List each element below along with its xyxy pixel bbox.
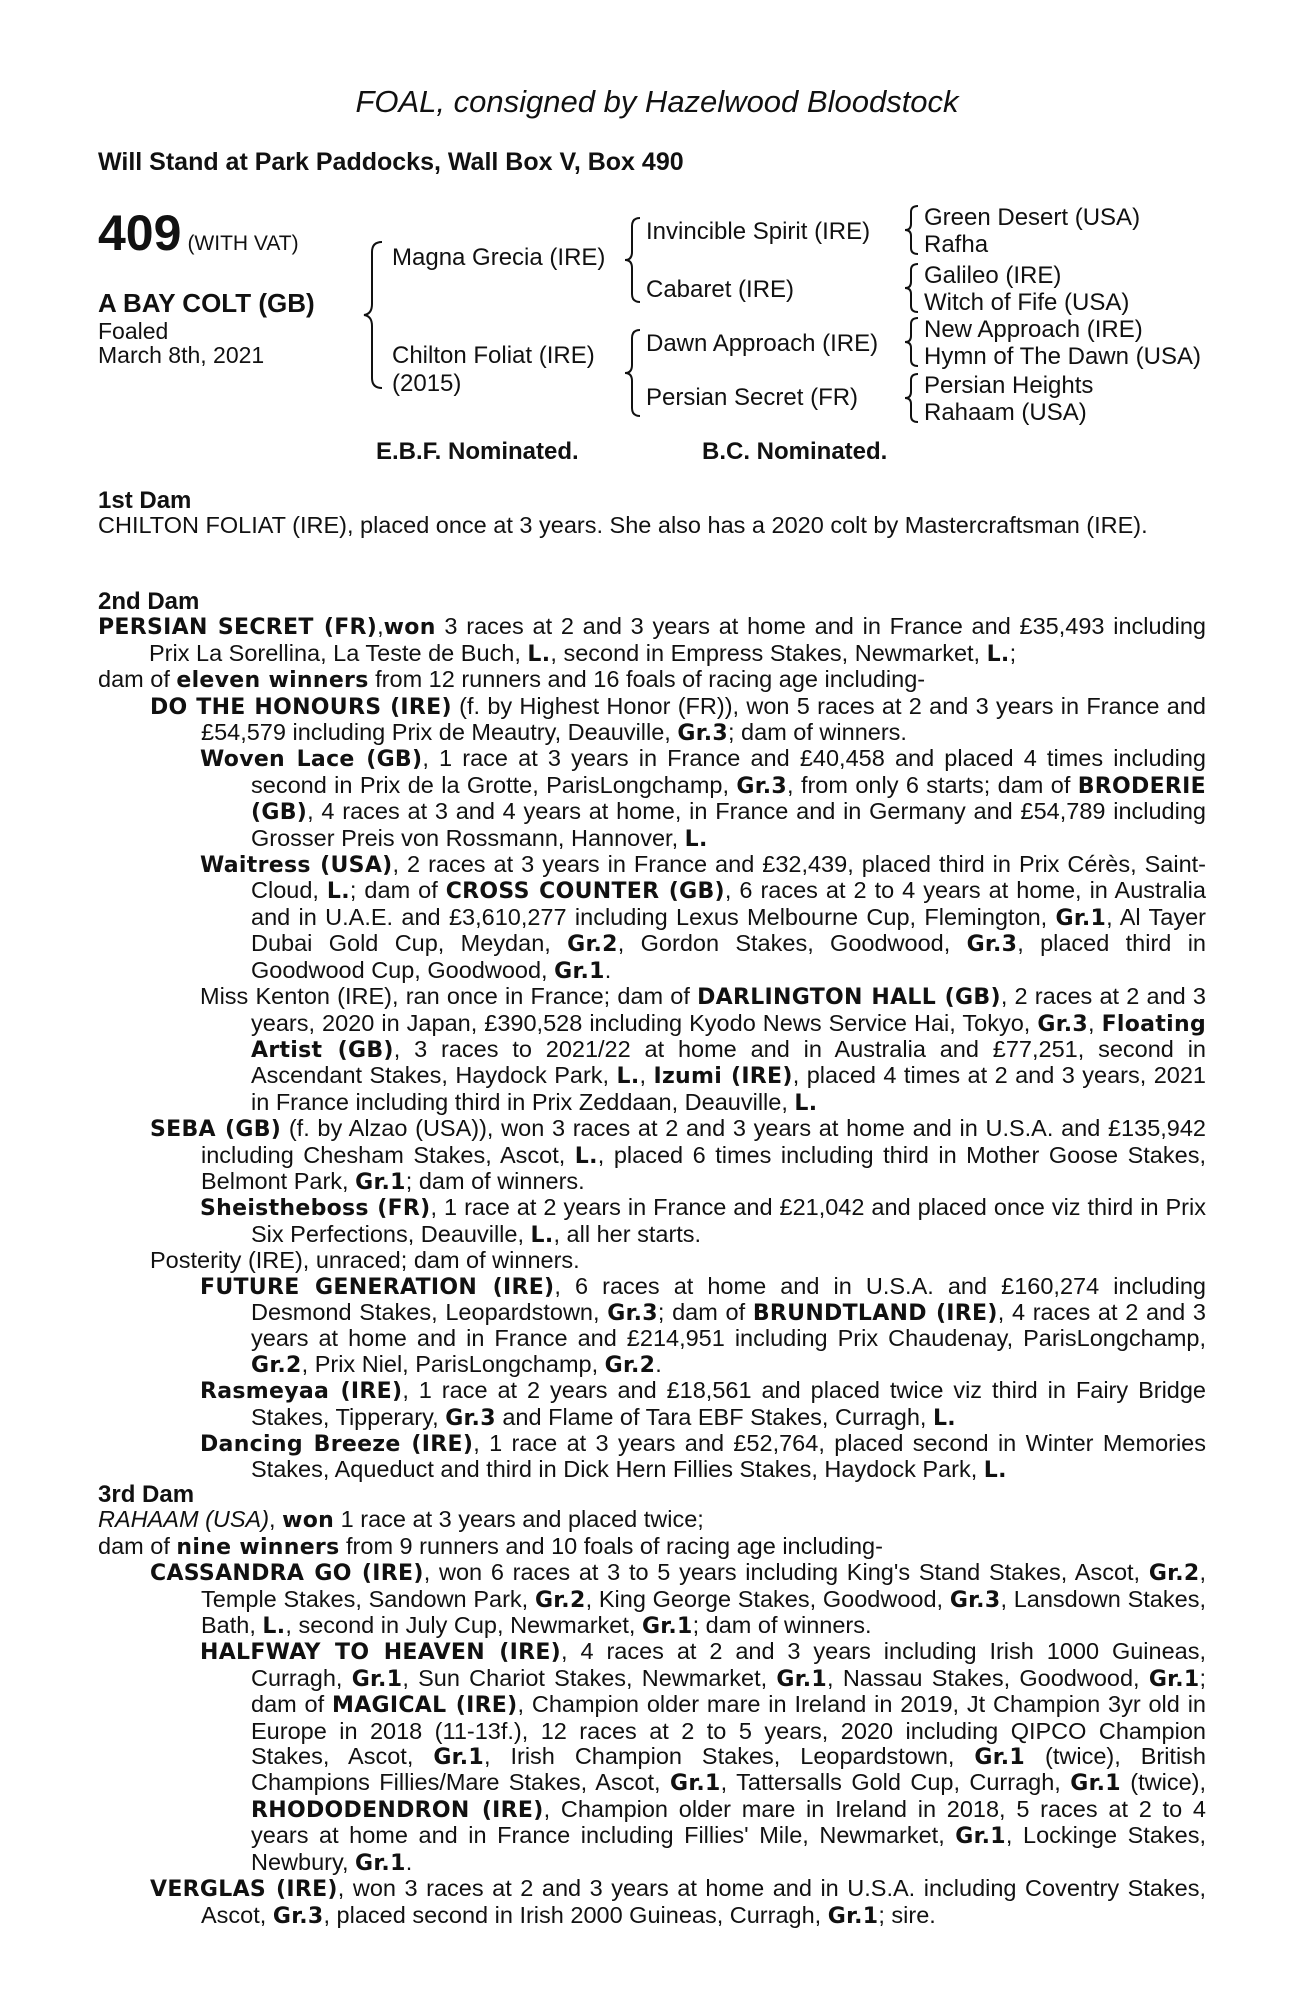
pedigree-brace-main <box>360 240 390 390</box>
text-run: , 1 race at 2 years and £18,561 and placed twice viz third in Fairy Bridge Stakes, Tipperary, <box>251 1377 1206 1430</box>
bold-run: Floating Artist (GB) <box>251 1011 1206 1063</box>
bold-run: won <box>383 615 436 641</box>
pedigree-ds-sire: New Approach (IRE) <box>924 316 1143 343</box>
bold-run: L. <box>530 1222 554 1248</box>
text-run: (twice), <box>1120 1769 1206 1796</box>
text-run: , Lansdown Stakes, Bath, <box>201 1585 1206 1639</box>
pedigree-paragraph <box>98 1431 1206 1484</box>
pedigree-paragraph <box>98 1274 1206 1379</box>
text-run: , Irish Champion Stakes, Leopardstown, <box>483 1743 975 1770</box>
bold-run: Gr.1 <box>776 1666 828 1692</box>
bold-run: Gr.1 <box>827 1903 879 1929</box>
bold-run: Gr.3 <box>445 1405 496 1431</box>
text-run: , 2 races at 3 years in France and £32,439, placed third in Prix Cérès, Saint-Cloud, <box>251 851 1206 904</box>
text-run: ; dam of <box>657 1298 753 1325</box>
bold-run: Gr.2 <box>251 1352 302 1378</box>
bold-run: Waitress (USA) <box>200 853 393 879</box>
ebf-nomination: E.B.F. Nominated. <box>376 438 579 465</box>
text-run: dam of <box>98 666 177 693</box>
bold-run: CROSS COUNTER (GB) <box>445 879 725 905</box>
text-run: ; dam of winners. <box>692 1612 872 1639</box>
bold-run: Gr.3 <box>966 932 1018 958</box>
text-run: , <box>377 613 384 640</box>
bold-run: Gr.2 <box>534 1587 586 1613</box>
text-run: , 1 race at 3 years and £52,764, placed second in Winter Memories Stakes, Aqueduct and third in Dick Hern Fillies Stakes, Haydock Park, <box>251 1430 1207 1483</box>
text-run: , won 3 races at 2 and 3 years at home and in U.S.A. including Coventry Stakes, Ascot, <box>201 1875 1206 1928</box>
text-run: , 4 races at 2 and 3 years at home and in France and £214,951 including Prix Chaudenay, ParisLongchamp, <box>251 1298 1206 1352</box>
third-dam-title: 3rd Dam <box>98 1481 195 1508</box>
second-dam-paragraphs <box>98 614 1206 1483</box>
text-run: , 1 race at 2 years in France and £21,042 and placed once viz third in Prix Six Perfections, Deauville, <box>251 1194 1206 1247</box>
bold-run: L. <box>932 1405 956 1431</box>
text-run: . <box>604 956 612 983</box>
third-dam-paragraphs <box>98 1507 1206 1929</box>
text-run: ; dam of winners. <box>405 1167 585 1194</box>
text-run: . <box>405 1848 413 1875</box>
bold-run: FUTURE GENERATION (IRE) <box>200 1274 555 1300</box>
bold-run: MAGICAL (IRE) <box>332 1693 518 1719</box>
first-dam-text: CHILTON FOLIAT (IRE), placed once at 3 years. She also has a 2020 colt by Mastercraftsman (IRE). <box>98 512 1148 539</box>
bold-run: DO THE HONOURS (IRE) <box>150 694 452 720</box>
text-run: , Prix Niel, ParisLongchamp, <box>301 1350 605 1377</box>
pedigree-paragraph <box>98 667 1206 693</box>
bold-run: L. <box>684 826 708 852</box>
text-run: dam of <box>98 1532 177 1559</box>
bold-run: Gr.1 <box>669 1771 721 1797</box>
text-run: , <box>639 1062 654 1089</box>
text-run: , Lockinge Stakes, Newbury, <box>251 1822 1206 1875</box>
bold-run: L. <box>527 641 551 667</box>
text-run: , placed third in Goodwood Cup, Goodwood, <box>251 930 1206 983</box>
bc-nomination: B.C. Nominated. <box>702 438 888 465</box>
bold-run: Gr.1 <box>955 1824 1006 1850</box>
text-run: , <box>1088 1009 1102 1036</box>
text-run: ; dam of winners. <box>728 719 907 746</box>
text-run: (f. by Highest Honor (FR)), won 5 races at 2 and 3 years in France and £54,579 including Prix de Meautry, Deauville, <box>201 692 1206 746</box>
lot-number: 409 <box>98 205 182 261</box>
brace-gen3-b <box>902 262 922 314</box>
bold-run: Dancing Breeze (IRE) <box>200 1432 474 1457</box>
pedigree-dam-sire: Dawn Approach (IRE) <box>646 330 879 357</box>
bold-run: Gr.3 <box>607 1300 658 1326</box>
pedigree-ss-dam: Rafha <box>924 231 989 258</box>
pedigree-dam-year: (2015) <box>392 370 462 397</box>
text-run: and Flame of Tara EBF Stakes, Curragh, <box>495 1403 933 1430</box>
text-run: , <box>269 1506 283 1533</box>
text-run: ; dam of <box>349 877 446 904</box>
pedigree-paragraph <box>98 852 1206 984</box>
pedigree-dam: Chilton Foliat (IRE) <box>392 342 595 369</box>
text-run: , Al Tayer Dubai Gold Cup, Meydan, <box>251 903 1206 957</box>
bold-run: Gr.3 <box>677 721 728 747</box>
pedigree-paragraph <box>98 1507 1206 1533</box>
text-run: 1 race at 3 years and placed twice; <box>334 1506 704 1533</box>
pedigree-paragraph <box>98 984 1206 1116</box>
bold-run: VERGLAS (IRE) <box>150 1877 338 1903</box>
pedigree-paragraph <box>98 1248 1206 1273</box>
third-dam-section <box>98 1482 1206 1929</box>
bold-run: nine winners <box>176 1534 340 1560</box>
text-run: , Sun Chariot Stakes, Newmarket, <box>402 1664 777 1691</box>
pedigree-paragraph <box>98 746 1206 852</box>
text-run: , won 6 races at 3 to 5 years including King's Stand Stakes, Ascot, <box>423 1559 1149 1586</box>
text-run: , second in July Cup, Newmarket, <box>285 1612 642 1639</box>
text-run: , 6 races at 2 to 4 years at home, in Australia and in U.A.E. and £3,610,277 including Lexus Melbourne Cup, Flemington, <box>251 877 1206 930</box>
pedigree-brace-dam <box>622 328 644 418</box>
bold-run: Gr.1 <box>351 1666 403 1692</box>
text-run: , 2 races at 2 and 3 years, 2020 in Japan, £390,528 including Kyodo News Service Hai, Tokyo, <box>251 983 1207 1036</box>
text-run: , Champion older mare in Ireland in 2019, Jt Champion 3yr old in Europe in 2018 (11-13f.), 12 races at 2 to 5 years, 2020 including QIPCO Champion Stakes, Ascot, <box>251 1691 1206 1770</box>
bold-run: Gr.1 <box>641 1614 693 1640</box>
brace-gen3-a <box>902 204 922 256</box>
pedigree-sire-sire: Invincible Spirit (IRE) <box>646 218 871 245</box>
text-run: , Gordon Stakes, Goodwood, <box>617 930 967 957</box>
bold-run: Gr.3 <box>949 1587 1001 1613</box>
bold-run: eleven winners <box>176 668 369 694</box>
bold-run: RHODODENDRON (IRE) <box>251 1797 544 1823</box>
bold-run: L. <box>574 1143 598 1169</box>
bold-run: Gr.1 <box>355 1850 406 1876</box>
text-run: , from only 6 starts; dam of <box>787 771 1078 798</box>
bold-run: Gr.2 <box>1148 1561 1200 1587</box>
brace-gen3-d <box>902 372 922 424</box>
bold-run: Gr.1 <box>1055 905 1107 931</box>
bold-run: L. <box>326 879 350 905</box>
bold-run: Gr.1 <box>1070 1771 1121 1797</box>
text-run: , 1 race at 3 years in France and £40,458 and placed 4 times including second in Prix de la Grotte, ParisLongchamp, <box>251 745 1206 798</box>
vat-note: (WITH VAT) <box>187 232 299 255</box>
bold-run: Gr.3 <box>272 1903 324 1929</box>
pedigree-paragraph <box>98 1639 1206 1876</box>
text-run: , all her starts. <box>553 1220 702 1247</box>
text-run: , Tattersalls Gold Cup, Curragh, <box>720 1769 1071 1796</box>
pedigree-sire-dam: Cabaret (IRE) <box>646 276 795 303</box>
bold-run: L. <box>616 1064 640 1090</box>
pedigree-sd-sire: Galileo (IRE) <box>924 262 1062 289</box>
text-run: ; dam of <box>251 1664 1206 1718</box>
pedigree-ds-dam: Hymn of The Dawn (USA) <box>924 343 1201 370</box>
bold-run: L. <box>262 1614 286 1640</box>
consignor-title: FOAL, consigned by Hazelwood Bloodstock <box>355 84 959 119</box>
text-run: 3 races at 2 and 3 years at home and in France and £35,493 including Prix La Sorellina, La Teste de Buch, <box>149 613 1206 666</box>
pedigree-paragraph <box>98 1534 1206 1560</box>
text-run: (twice), British Champions Fillies/Mare Stakes, Ascot, <box>251 1743 1207 1796</box>
text-run: ; sire. <box>878 1901 936 1928</box>
pedigree-sd-dam: Witch of Fife (USA) <box>924 289 1130 316</box>
bold-run: PERSIAN SECRET (FR) <box>98 615 378 641</box>
first-dam-section <box>98 488 1206 539</box>
bold-run: Gr.2 <box>567 932 618 958</box>
second-dam-section <box>98 589 1206 1484</box>
lot-description: A BAY COLT (GB) <box>98 288 315 318</box>
pedigree-paragraph <box>98 1876 1206 1929</box>
bold-run: Rasmeyaa (IRE) <box>200 1379 403 1405</box>
first-dam-title: 1st Dam <box>98 487 192 514</box>
pedigree-paragraph <box>98 1378 1206 1431</box>
text-run: , 3 races to 2021/22 at home and in Australia and £77,251, second in Ascendant Stakes, Haydock Park, <box>251 1035 1206 1089</box>
bold-run: SEBA (GB) <box>150 1117 282 1143</box>
text-run: . <box>655 1350 662 1377</box>
pedigree-dam-dam: Persian Secret (FR) <box>646 384 859 411</box>
text-run: , 4 races at 3 and 4 years at home, in France and in Germany and £54,789 including Grosser Preis von Rossmann, Hannover, <box>251 798 1206 851</box>
bold-run: L. <box>983 1458 1007 1484</box>
text-run: from 12 runners and 16 foals of racing age including- <box>368 666 926 693</box>
text-run: , placed 4 times at 2 and 3 years, 2021 in France including third in Prix Zeddaan, Deauville, <box>251 1062 1206 1115</box>
text-run: , King George Stakes, Goodwood, <box>585 1585 950 1612</box>
text-run: Posterity (IRE), unraced; dam of winners. <box>150 1247 580 1274</box>
bold-run: HALFWAY TO HEAVEN (IRE) <box>200 1640 562 1666</box>
bold-run: BRODERIE (GB) <box>251 773 1206 826</box>
pedigree-brace-sire <box>622 216 644 304</box>
text-run: , Temple Stakes, Sandown Park, <box>201 1559 1206 1612</box>
bold-run: L. <box>794 1090 818 1116</box>
bold-run: Gr.1 <box>554 958 605 984</box>
bold-run: DARLINGTON HALL (GB) <box>697 985 1001 1011</box>
bold-run: Gr.3 <box>1037 1011 1089 1037</box>
bold-run: Woven Lace (GB) <box>200 747 423 773</box>
pedigree-paragraph <box>98 1560 1206 1639</box>
stand-location: Will Stand at Park Paddocks, Wall Box V, Box 490 <box>98 148 684 176</box>
text-run: (f. by Alzao (USA)), won 3 races at 2 and 3 years at home and in U.S.A. and £135,942 including Chesham Stakes, Ascot, <box>201 1115 1207 1168</box>
pedigree-paragraph <box>98 694 1206 747</box>
bold-run: won <box>282 1508 335 1534</box>
text-run: , second in Empress Stakes, Newmarket, <box>550 639 987 666</box>
foaled-date: March 8th, 2021 <box>98 342 265 368</box>
pedigree-dd-dam: Rahaam (USA) <box>924 399 1087 426</box>
bold-run: Sheistheboss (FR) <box>200 1196 431 1222</box>
bold-run: BRUNDTLAND (IRE) <box>752 1300 998 1326</box>
text-run: , 4 races at 2 and 3 years including Irish 1000 Guineas, Curragh, <box>251 1638 1206 1691</box>
bold-run: Gr.1 <box>433 1745 484 1771</box>
bold-run: L. <box>986 641 1010 667</box>
bold-run: Gr.1 <box>974 1745 1026 1771</box>
pedigree-ss-sire: Green Desert (USA) <box>924 204 1141 231</box>
pedigree-paragraph <box>98 1116 1206 1195</box>
text-run: , Champion older mare in Ireland in 2018, 5 races at 2 to 4 years at home and in France including Fillies' Mile, Newmarket, <box>251 1795 1206 1849</box>
bold-run: Gr.3 <box>736 773 788 799</box>
foaled-label: Foaled <box>98 318 169 344</box>
text-run: , placed 6 times including third in Mother Goose Stakes, Belmont Park, <box>201 1141 1206 1194</box>
text-run: , placed second in Irish 2000 Guineas, Curragh, <box>323 1901 828 1928</box>
bold-run: Izumi (IRE) <box>653 1064 793 1090</box>
pedigree-sire: Magna Grecia (IRE) <box>392 244 606 271</box>
bold-run: Gr.1 <box>355 1169 406 1195</box>
bold-run: Gr.2 <box>604 1352 656 1378</box>
brace-gen3-c <box>902 316 922 368</box>
text-run: ; <box>1009 639 1017 666</box>
pedigree-paragraph <box>98 1195 1206 1248</box>
italic-run: RAHAAM (USA) <box>98 1506 270 1533</box>
pedigree-paragraph <box>98 614 1206 667</box>
pedigree-dd-sire: Persian Heights <box>924 372 1094 399</box>
text-run: Miss Kenton (IRE), ran once in France; dam of <box>200 983 698 1010</box>
lot-heading <box>98 204 299 262</box>
text-run: , Nassau Stakes, Goodwood, <box>827 1664 1149 1691</box>
bold-run: CASSANDRA GO (IRE) <box>150 1561 424 1587</box>
text-run: , 6 races at home and in U.S.A. and £160,274 including Desmond Stakes, Leopardstown, <box>251 1272 1206 1325</box>
bold-run: Gr.1 <box>1148 1666 1200 1692</box>
second-dam-title: 2nd Dam <box>98 588 200 615</box>
text-run: from 9 runners and 10 foals of racing age including- <box>339 1532 883 1559</box>
